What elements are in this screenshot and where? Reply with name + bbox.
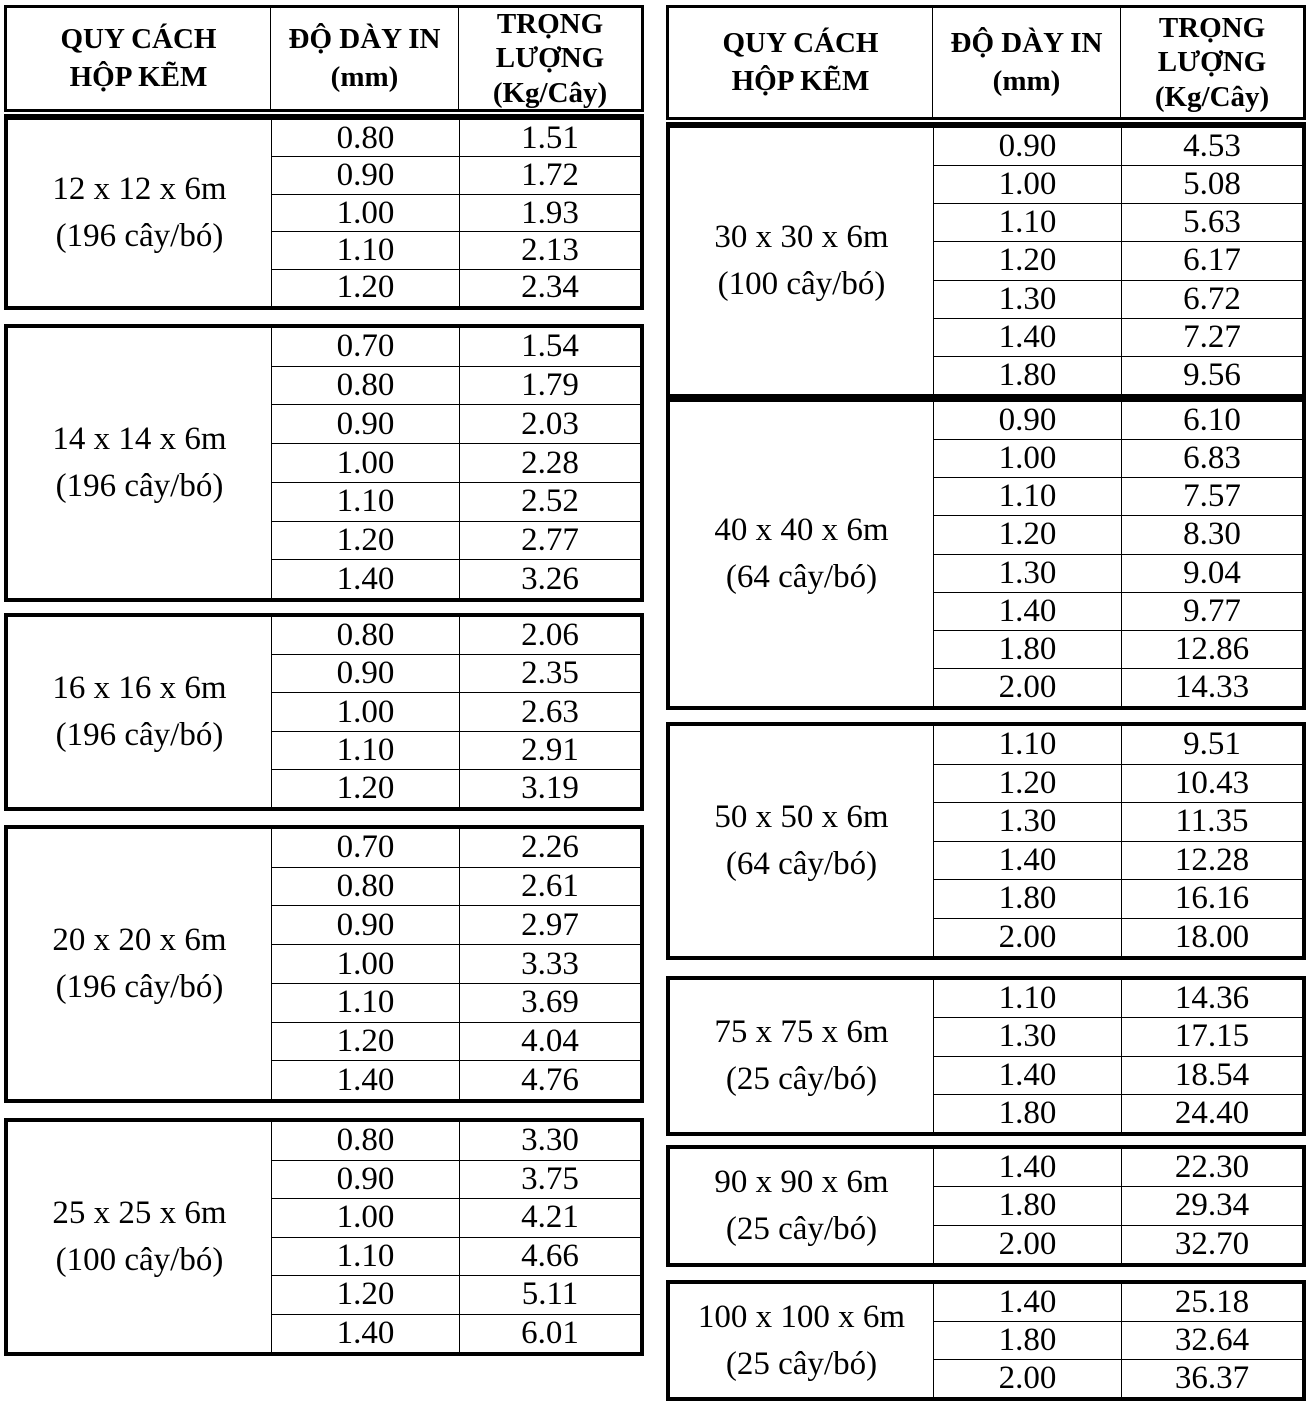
- spec-cell: 75 x 75 x 6m (25 cây/bó): [670, 980, 934, 1132]
- thickness-cell: 0.80: [272, 120, 460, 156]
- weight-cell: 1.72: [521, 157, 579, 194]
- table-row: [934, 1056, 1302, 1094]
- spec-cell: 12 x 12 x 6m (196 cây/bó): [8, 120, 272, 306]
- weight-cell: 11.35: [1175, 803, 1249, 840]
- weight-cell: 6.01: [521, 1314, 579, 1351]
- rows: [272, 1122, 640, 1352]
- spec-cell: 100 x 100 x 6m (25 cây/bó): [670, 1284, 934, 1397]
- table-row: [272, 156, 640, 193]
- weight-cell: 2.91: [521, 731, 579, 768]
- weight-cell: 18.00: [1174, 918, 1250, 955]
- weight-cell: 4.04: [521, 1022, 579, 1059]
- rows: [934, 726, 1302, 956]
- table-row: [934, 841, 1302, 880]
- weight-cell: 2.03: [521, 405, 579, 442]
- header-thickness: ĐỘ DÀY IN (mm): [932, 8, 1120, 117]
- table-row: [934, 1094, 1302, 1132]
- weight-cell: 1.51: [521, 119, 579, 156]
- weight-cell: 12.28: [1174, 841, 1250, 878]
- table-row: [272, 1122, 640, 1160]
- header-spec: QUY CÁCH HỘP KẼM: [60, 23, 217, 93]
- weight-cell: 10.43: [1174, 764, 1250, 801]
- weight-cell: 9.77: [1183, 592, 1241, 629]
- thickness-cell: 0.70: [272, 328, 460, 366]
- thickness-cell: 1.40: [934, 319, 1122, 356]
- weight-cell: 36.37: [1174, 1360, 1250, 1396]
- spec-group: [666, 976, 1306, 1136]
- weight-cell: 2.26: [521, 829, 579, 866]
- table-row: [934, 630, 1302, 668]
- thickness-cell: 1.10: [272, 732, 460, 769]
- thickness-cell: 2.00: [934, 669, 1122, 706]
- spec-group: [4, 825, 644, 1103]
- weight-cell: 2.28: [521, 444, 579, 481]
- weight-cell: 6.17: [1183, 242, 1241, 279]
- table-row: [934, 592, 1302, 630]
- table-row: [934, 879, 1302, 918]
- table-header: [666, 5, 1306, 120]
- weight-cell: 7.27: [1183, 318, 1241, 355]
- thickness-cell: 1.30: [934, 281, 1122, 318]
- thickness-cell: 0.90: [272, 655, 460, 692]
- table-row: [272, 731, 640, 769]
- weight-cell: 5.08: [1183, 166, 1241, 203]
- thickness-cell: 0.90: [272, 157, 460, 193]
- rows: [934, 1284, 1302, 1397]
- spec-cell: 40 x 40 x 6m (64 cây/bó): [670, 402, 934, 706]
- rows: [934, 128, 1302, 394]
- table-row: [934, 1359, 1302, 1397]
- table-row: [934, 918, 1302, 957]
- thickness-cell: 0.80: [272, 367, 460, 405]
- thickness-cell: 1.20: [272, 770, 460, 807]
- thickness-cell: 1.40: [272, 560, 460, 598]
- spec-group: [4, 1118, 644, 1356]
- spec-group: [4, 324, 644, 602]
- thickness-cell: 1.10: [272, 483, 460, 521]
- table-row: [934, 477, 1302, 515]
- spec-group: [666, 398, 1306, 710]
- table-row: [272, 1060, 640, 1099]
- weight-cell: 2.97: [521, 906, 579, 943]
- header-weight: TRỌNG LƯỢNG (Kg/Cây): [1120, 8, 1303, 117]
- thickness-cell: 1.80: [934, 357, 1122, 394]
- thickness-cell: 1.20: [934, 516, 1122, 553]
- table-row: [934, 1017, 1302, 1055]
- table-row: [272, 1275, 640, 1314]
- weight-cell: 2.61: [521, 868, 579, 905]
- thickness-cell: 1.80: [934, 1187, 1122, 1224]
- thickness-cell: 0.90: [272, 906, 460, 944]
- table-row: [934, 515, 1302, 553]
- rows: [934, 980, 1302, 1132]
- table-row: [272, 905, 640, 944]
- table-row: [272, 1160, 640, 1199]
- thickness-cell: 1.40: [934, 1057, 1122, 1094]
- thickness-cell: 1.10: [934, 478, 1122, 515]
- thickness-cell: 2.00: [934, 1226, 1122, 1263]
- weight-cell: 24.40: [1174, 1094, 1250, 1131]
- table-row: [934, 1149, 1302, 1186]
- weight-cell: 4.21: [521, 1199, 579, 1236]
- thickness-cell: 1.00: [934, 166, 1122, 203]
- table-row: [272, 944, 640, 983]
- weight-cell: 3.69: [521, 984, 579, 1021]
- thickness-cell: 2.00: [934, 1360, 1122, 1397]
- rows: [272, 120, 640, 306]
- thickness-cell: 1.00: [272, 945, 460, 983]
- table-row: [934, 668, 1302, 706]
- spec-cell: 30 x 30 x 6m (100 cây/bó): [670, 128, 934, 394]
- spec-cell: 14 x 14 x 6m (196 cây/bó): [8, 328, 272, 598]
- table-row: [272, 1198, 640, 1237]
- thickness-cell: 0.90: [934, 128, 1122, 165]
- spec-group: [666, 1280, 1306, 1401]
- table-header: [4, 5, 644, 112]
- spec-group: [4, 114, 644, 310]
- table-row: [272, 120, 640, 156]
- table-row: [272, 867, 640, 906]
- table-row: [934, 165, 1302, 203]
- table-row: [934, 128, 1302, 165]
- weight-cell: 4.53: [1183, 128, 1241, 165]
- spec-cell: 25 x 25 x 6m (100 cây/bó): [8, 1122, 272, 1352]
- thickness-cell: 1.30: [934, 555, 1122, 592]
- thickness-cell: 1.20: [934, 242, 1122, 279]
- thickness-cell: 1.10: [272, 984, 460, 1022]
- weight-cell: 2.13: [521, 231, 579, 268]
- thickness-cell: 1.00: [272, 693, 460, 730]
- weight-cell: 2.06: [521, 617, 579, 654]
- thickness-cell: 1.10: [934, 726, 1122, 764]
- weight-cell: 14.33: [1174, 668, 1250, 705]
- table-row: [934, 203, 1302, 241]
- spec-group: [4, 613, 644, 811]
- thickness-cell: 1.20: [934, 765, 1122, 803]
- thickness-cell: 1.30: [934, 803, 1122, 841]
- weight-cell: 32.64: [1174, 1322, 1250, 1358]
- thickness-cell: 0.80: [272, 1122, 460, 1160]
- weight-cell: 29.34: [1174, 1187, 1250, 1224]
- table-row: [272, 269, 640, 306]
- table-row: [934, 356, 1302, 394]
- table-row: [934, 1321, 1302, 1359]
- spec-cell: 20 x 20 x 6m (196 cây/bó): [8, 829, 272, 1099]
- thickness-cell: 1.00: [272, 1199, 460, 1237]
- table-row: [272, 482, 640, 521]
- weight-cell: 1.93: [521, 194, 579, 231]
- weight-cell: 2.77: [521, 521, 579, 558]
- weight-cell: 9.56: [1183, 356, 1241, 393]
- table-row: [272, 769, 640, 807]
- weight-cell: 14.36: [1174, 980, 1250, 1017]
- weight-cell: 9.51: [1183, 726, 1241, 763]
- weight-cell: 12.86: [1174, 630, 1250, 667]
- thickness-cell: 1.00: [272, 195, 460, 231]
- thickness-cell: 1.80: [934, 1095, 1122, 1132]
- table-row: [934, 1284, 1302, 1321]
- rows: [272, 617, 640, 807]
- thickness-cell: 1.20: [272, 1023, 460, 1061]
- table-row: [934, 439, 1302, 477]
- table-row: [272, 1022, 640, 1061]
- thickness-cell: 0.70: [272, 829, 460, 867]
- table-row: [272, 1237, 640, 1276]
- table-row: [934, 318, 1302, 356]
- thickness-cell: 1.10: [934, 980, 1122, 1017]
- weight-cell: 18.54: [1174, 1056, 1250, 1093]
- spec-cell: 16 x 16 x 6m (196 cây/bó): [8, 617, 272, 807]
- thickness-cell: 1.00: [272, 444, 460, 482]
- table-row: [272, 521, 640, 560]
- weight-cell: 5.11: [521, 1276, 579, 1313]
- weight-cell: 6.10: [1183, 402, 1241, 439]
- rows: [272, 829, 640, 1099]
- thickness-cell: 1.40: [934, 593, 1122, 630]
- thickness-cell: 2.00: [934, 919, 1122, 957]
- table-row: [934, 980, 1302, 1017]
- thickness-cell: 0.90: [272, 405, 460, 443]
- weight-cell: 4.76: [521, 1061, 579, 1098]
- thickness-cell: 0.80: [272, 868, 460, 906]
- table-row: [272, 559, 640, 598]
- thickness-cell: 1.40: [934, 1149, 1122, 1186]
- weight-cell: 3.19: [521, 769, 579, 806]
- thickness-cell: 0.90: [934, 402, 1122, 439]
- thickness-cell: 1.20: [272, 270, 460, 306]
- thickness-cell: 1.30: [934, 1018, 1122, 1055]
- header-spec: QUY CÁCH HỘP KẼM: [722, 27, 879, 97]
- header-weight: TRỌNG LƯỢNG (Kg/Cây): [458, 8, 641, 109]
- table-row: [272, 617, 640, 654]
- weight-cell: 4.66: [521, 1237, 579, 1274]
- weight-cell: 2.52: [521, 483, 579, 520]
- weight-cell: 5.63: [1183, 204, 1241, 241]
- thickness-cell: 1.80: [934, 1322, 1122, 1359]
- thickness-cell: 1.10: [272, 232, 460, 268]
- table-row: [272, 194, 640, 231]
- weight-cell: 25.18: [1174, 1284, 1250, 1320]
- spec-group: [666, 722, 1306, 960]
- weight-cell: 16.16: [1174, 880, 1250, 917]
- table-row: [934, 726, 1302, 764]
- thickness-cell: 0.90: [272, 1161, 460, 1199]
- header-thickness: ĐỘ DÀY IN (mm): [270, 8, 458, 109]
- weight-cell: 7.57: [1183, 478, 1241, 515]
- rows: [272, 328, 640, 598]
- thickness-cell: 1.40: [272, 1315, 460, 1353]
- weight-cell: 2.34: [521, 269, 579, 306]
- weight-cell: 3.33: [521, 945, 579, 982]
- table-row: [934, 554, 1302, 592]
- thickness-cell: 1.20: [272, 1276, 460, 1314]
- weight-cell: 2.35: [521, 655, 579, 692]
- weight-cell: 3.26: [521, 560, 579, 597]
- weight-cell: 22.30: [1174, 1149, 1250, 1186]
- weight-cell: 1.79: [521, 367, 579, 404]
- weight-cell: 6.83: [1183, 440, 1241, 477]
- rows: [934, 1149, 1302, 1263]
- spec-group: [666, 122, 1306, 398]
- thickness-cell: 1.40: [272, 1061, 460, 1099]
- table-row: [272, 692, 640, 730]
- rows: [934, 402, 1302, 706]
- table-row: [272, 1314, 640, 1353]
- thickness-cell: 0.80: [272, 617, 460, 654]
- table-row: [272, 829, 640, 867]
- weight-cell: 17.15: [1174, 1018, 1250, 1055]
- weight-cell: 3.30: [521, 1122, 579, 1159]
- thickness-cell: 1.20: [272, 522, 460, 560]
- thickness-cell: 1.40: [934, 1284, 1122, 1321]
- thickness-cell: 1.10: [272, 1238, 460, 1276]
- weight-cell: 6.72: [1183, 280, 1241, 317]
- table-row: [934, 402, 1302, 439]
- thickness-cell: 1.80: [934, 880, 1122, 918]
- table-row: [934, 1186, 1302, 1224]
- weight-cell: 9.04: [1183, 554, 1241, 591]
- thickness-cell: 1.80: [934, 631, 1122, 668]
- table-row: [934, 764, 1302, 803]
- weight-cell: 3.75: [521, 1160, 579, 1197]
- table-row: [272, 366, 640, 405]
- table-row: [272, 654, 640, 692]
- thickness-cell: 1.00: [934, 440, 1122, 477]
- table-row: [272, 983, 640, 1022]
- thickness-cell: 1.10: [934, 204, 1122, 241]
- thickness-cell: 1.40: [934, 842, 1122, 880]
- table-row: [934, 1225, 1302, 1263]
- table-row: [272, 443, 640, 482]
- table-row: [934, 802, 1302, 841]
- weight-cell: 32.70: [1174, 1225, 1250, 1262]
- table-row: [272, 404, 640, 443]
- weight-cell: 1.54: [521, 328, 579, 365]
- spec-cell: 90 x 90 x 6m (25 cây/bó): [670, 1149, 934, 1263]
- spec-group: [666, 1145, 1306, 1267]
- weight-cell: 8.30: [1183, 516, 1241, 553]
- table-row: [272, 231, 640, 268]
- weight-cell: 2.63: [521, 693, 579, 730]
- table-row: [934, 280, 1302, 318]
- spec-cell: 50 x 50 x 6m (64 cây/bó): [670, 726, 934, 956]
- table-row: [272, 328, 640, 366]
- table-row: [934, 241, 1302, 279]
